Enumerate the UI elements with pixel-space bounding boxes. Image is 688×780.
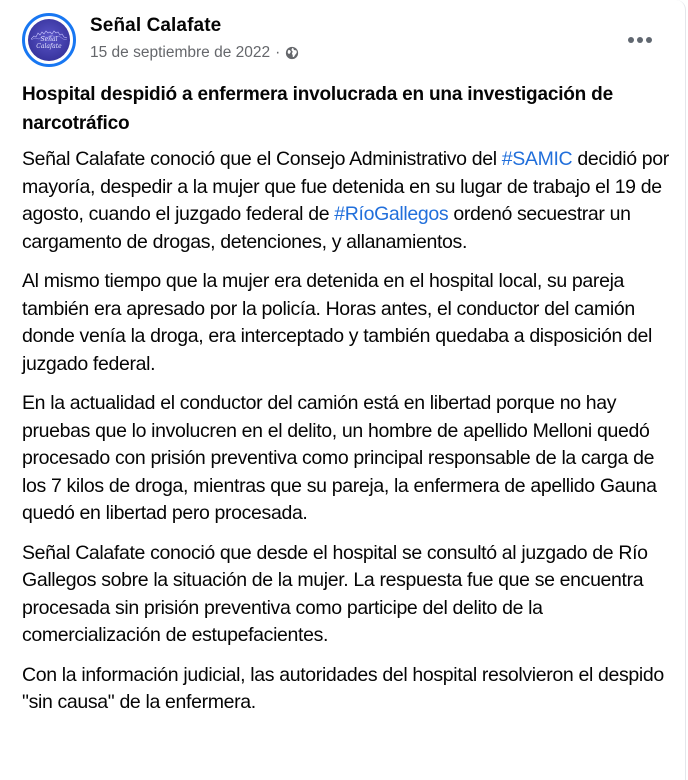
avatar[interactable] — [22, 13, 76, 67]
post-meta — [90, 44, 299, 62]
avatar-text-line1: Señal — [40, 36, 58, 43]
meta-separator: · — [275, 44, 281, 61]
paragraph-text: En la actualidad el conductor del camión está en libertad porque no hay pruebas que lo involucren en el delito, un hombre de apellido Melloni quedó procesado con prisión preventiva como principal responsable de la carga de los 7 kilos de droga, mientras que su pareja, la enfermera de apellido Gauna quedó en libertad pero procesada. — [22, 392, 657, 524]
page-name-link[interactable]: Señal Calafate — [90, 15, 222, 36]
more-dot-icon — [628, 37, 634, 43]
paragraph-text: Con la información judicial, las autoridades del hospital resolvieron el despido "sin causa" de la enfermera. — [22, 663, 664, 713]
post-body — [22, 146, 672, 729]
more-dot-icon — [646, 37, 652, 43]
avatar-text — [36, 36, 61, 50]
avatar-logo — [28, 19, 70, 61]
avatar-text-line2: Calafate — [36, 43, 62, 50]
paragraph-4 — [22, 540, 672, 650]
post-title: Hospital despidió a enfermera involucrada en una investigación de narcotráfico — [22, 84, 613, 134]
more-dot-icon — [637, 37, 643, 43]
paragraph-text: ordenó secuestrar un cargamento de drogas, detenciones, y allanamientos. — [22, 203, 631, 253]
paragraph-3 — [22, 390, 672, 528]
paragraph-text: decidió por mayoría, despedir a la mujer que fue detenida en su lugar de trabajo el 19 de agosto, cuando el juzgado federal de — [22, 148, 669, 225]
paragraph-text: Al mismo tiempo que la mujer era detenida en el hospital local, su pareja también era apresado por la policía. Horas antes, el conductor del camión donde venía la droga, era interceptado y también quedaba a disposición del juzgado federal. — [22, 270, 652, 375]
paragraph-2 — [22, 268, 672, 378]
paragraph-text: Señal Calafate conoció que desde el hospital se consultó al juzgado de Río Gallegos sobre la situación de la mujer. La respuesta fue que se encuentra procesada sin prisión preventiva como participe del delito de la comercialización de estupefacientes. — [22, 541, 648, 646]
post-date-link[interactable]: 15 de septiembre de 2022 — [90, 44, 271, 61]
paragraph-5 — [22, 662, 672, 717]
post-header — [22, 13, 672, 69]
hashtag-samic-link[interactable]: #SAMIC — [501, 148, 573, 170]
more-options-button[interactable] — [622, 28, 658, 52]
paragraph-1 — [22, 146, 672, 256]
hashtag-riogallegos-link[interactable]: #RíoGallegos — [334, 203, 449, 225]
paragraph-text: Señal Calafate conoció que el Consejo Administrativo del — [22, 148, 502, 170]
globe-icon[interactable] — [285, 46, 299, 60]
